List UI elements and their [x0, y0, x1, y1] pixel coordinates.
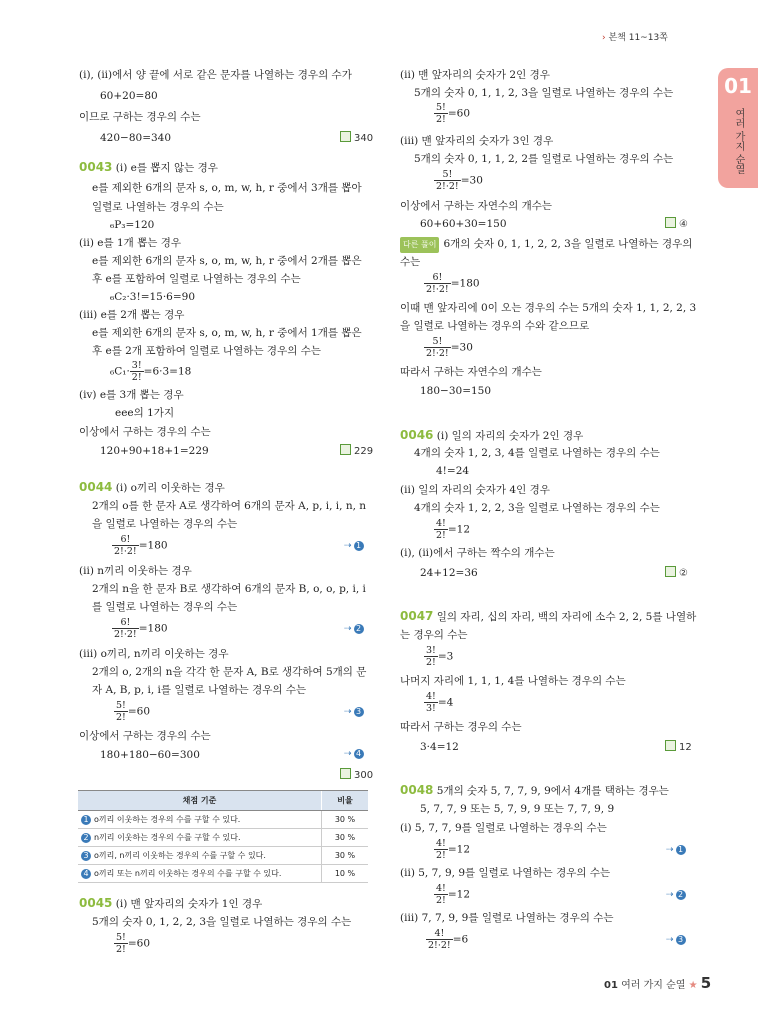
- alt-solution: 다른 풀이 6개의 숫자 0, 1, 1, 2, 2, 3을 일렬로 나열하는 경우의: [400, 237, 692, 253]
- text-line: 일렬로 나열하는 경우의 수는: [92, 201, 224, 213]
- answer-box: 12: [665, 740, 692, 753]
- text-line: 는 경우의 수는: [400, 629, 468, 641]
- equation: $\frac{4!}{2!}$ =12: [436, 518, 471, 541]
- equation: $\frac{6!}{2!\cdot 2!}$ =180: [114, 617, 168, 640]
- equation: $\frac{6!}{2!\cdot 2!}$ =180: [114, 534, 168, 557]
- page-footer: 01 여러 가지 순열 ★ 5: [604, 974, 712, 992]
- equation: $\frac{3!}{2!}$ =3: [426, 645, 454, 668]
- step-marker-3: ⇢ 3: [344, 707, 364, 717]
- text-line: 후 e를 2개 포함하여 일렬로 나열하는 경우의 수는: [92, 345, 321, 357]
- text-line: (iii) e를 2개 뽑는 경우: [79, 309, 185, 321]
- table-row: 1 o끼리 이웃하는 경우의 수를 구할 수 있다. 30 %: [78, 811, 368, 829]
- ratio-header: 비율: [322, 791, 369, 811]
- text-line: (i), (ii)에서 양 끝에 서로 같은 문자를 나열하는 경우의 수가: [79, 69, 352, 81]
- step-marker-2: ⇢ 2: [344, 624, 364, 634]
- equation: 420−80=340: [100, 132, 172, 144]
- equation: ₆C₁· $\frac{3!}{2!}$ =6·3=18: [110, 360, 192, 383]
- text-line: 을 일렬로 나열하는 경우의 수는: [92, 518, 238, 530]
- text-line: 를 일렬로 나열하는 경우의 수는: [92, 601, 238, 613]
- text-line: e를 제외한 6개의 문자 s, o, m, w, h, r 중에서 3개를 뽑아: [92, 182, 362, 194]
- step-marker-2: ⇢ 2: [666, 890, 686, 900]
- table-row: 3 o끼리, n끼리 이웃하는 경우의 수를 구할 수 있다. 30 %: [78, 847, 368, 865]
- equation: ₆C₂·3!=15·6=90: [110, 291, 196, 303]
- text-line: 5, 7, 7, 9 또는 5, 7, 9, 9 또는 7, 7, 9, 9: [420, 803, 615, 815]
- answer-icon: [665, 566, 676, 577]
- answer-icon: [340, 131, 351, 142]
- problem-0043: 0043 (i) e를 뽑지 않는 경우: [79, 160, 218, 174]
- answer-icon: [665, 217, 676, 228]
- answer-icon: [665, 740, 676, 751]
- step-marker-3: ⇢ 3: [666, 935, 686, 945]
- equation: $\frac{4!}{2!\cdot 2!}$ =6: [428, 928, 469, 951]
- equation: $\frac{4!}{2!}$ =12: [436, 838, 471, 861]
- equation: 3·4=12: [420, 741, 459, 753]
- text-line: e를 제외한 6개의 문자 s, o, m, w, h, r 중에서 2개를 뽑은: [92, 255, 362, 267]
- text-line: 4개의 숫자 1, 2, 2, 3을 일렬로 나열하는 경우의 수는: [414, 502, 660, 514]
- answer-icon: [340, 444, 351, 455]
- text-line: 나머지 자리에 1, 1, 1, 4를 나열하는 경우의 수는: [400, 675, 626, 687]
- text-line: 5개의 숫자 0, 1, 1, 2, 2를 일렬로 나열하는 경우의 수는: [414, 153, 674, 165]
- text-line: (ii) 맨 앞자리의 숫자가 2인 경우: [400, 69, 550, 81]
- answer-box: 229: [340, 444, 373, 457]
- answer-box: ④: [665, 217, 688, 230]
- problem-0048: 0048 5개의 숫자 5, 7, 7, 9, 9에서 4개를 택하는 경우는: [400, 783, 669, 797]
- text-line: (iii) 맨 앞자리의 숫자가 3인 경우: [400, 135, 554, 147]
- text-line: (ii) n끼리 이웃하는 경우: [79, 565, 192, 577]
- equation: 60+20=80: [100, 90, 158, 102]
- equation: $\frac{5!}{2!\cdot 2!}$ =30: [426, 336, 473, 359]
- equation: 24+12=36: [420, 567, 478, 579]
- text-line: 2개의 o를 한 문자 A로 생각하여 6개의 문자 A, p, i, i, n, n: [92, 500, 367, 512]
- answer-box: 300: [340, 768, 373, 781]
- problem-0044: 0044 (i) o끼리 이웃하는 경우: [79, 480, 225, 494]
- text-line: 이상에서 구하는 자연수의 개수는: [400, 200, 553, 212]
- text-line: 이므로 구하는 경우의 수는: [79, 111, 201, 123]
- text-line: (ii) 5, 7, 9, 9를 일렬로 나열하는 경우의 수는: [400, 867, 611, 879]
- text-line: (ii) 일의 자리의 숫자가 4인 경우: [400, 484, 550, 496]
- chapter-number: 01: [724, 74, 752, 98]
- text-line: e를 제외한 6개의 문자 s, o, m, w, h, r 중에서 1개를 뽑은: [92, 327, 362, 339]
- equation: 60+60+30=150: [420, 218, 507, 230]
- equation: 120+90+18+1=229: [100, 445, 209, 457]
- equation: $\frac{5!}{2!}$ =60: [116, 700, 151, 723]
- equation: $\frac{4!}{2!}$ =12: [436, 883, 471, 906]
- step-marker-1: ⇢ 1: [666, 845, 686, 855]
- chapter-tab: [718, 68, 758, 188]
- alt-solution-tag: 다른 풀이: [400, 237, 439, 253]
- text-line: 이때 맨 앞자리에 0이 오는 경우의 수는 5개의 숫자 1, 1, 2, 2, 3: [400, 302, 697, 314]
- answer-box: 340: [340, 131, 373, 144]
- text-line: (i), (ii)에서 구하는 짝수의 개수는: [400, 547, 555, 559]
- text-line: (iv) e를 3개 뽑는 경우: [79, 389, 184, 401]
- text-line: eee의 1가지: [115, 407, 175, 419]
- text-line: 2개의 n을 한 문자 B로 생각하여 6개의 문자 B, o, o, p, i, i: [92, 583, 366, 595]
- equation: ₆P₃=120: [110, 219, 155, 231]
- table-row: 4 o끼리 또는 n끼리 이웃하는 경우의 수를 구할 수 있다. 10 %: [78, 865, 368, 883]
- problem-0045: 0045 (i) 맨 앞자리의 숫자가 1인 경우: [79, 896, 263, 910]
- equation: $\frac{5!}{2!}$ =60: [116, 932, 151, 955]
- answer-icon: [340, 768, 351, 779]
- text-line: (ii) e를 1개 뽑는 경우: [79, 237, 182, 249]
- text-line: 5개의 숫자 0, 1, 1, 2, 3을 일렬로 나열하는 경우의 수는: [414, 87, 674, 99]
- text-line: (iii) o끼리, n끼리 이웃하는 경우: [79, 648, 229, 660]
- equation: 180−30=150: [420, 385, 492, 397]
- problem-0047: 0047 일의 자리, 십의 자리, 백의 자리에 소수 2, 2, 5를 나열하: [400, 609, 697, 623]
- equation: 4!=24: [436, 465, 470, 477]
- page-reference: › 본책 11~13쪽: [602, 33, 668, 43]
- problem-0046: 0046 (i) 일의 자리의 숫자가 2인 경우: [400, 428, 584, 442]
- step-marker-4: ⇢ 4: [344, 749, 364, 759]
- text-line: 이상에서 구하는 경우의 수는: [79, 730, 211, 742]
- chapter-title: 여러 가지 순열: [733, 108, 744, 175]
- text-line: 을 일렬로 나열하는 경우의 수와 같으므로: [400, 320, 590, 332]
- equation: 180+180−60=300: [100, 749, 200, 761]
- grading-criteria-table: [78, 790, 368, 883]
- text-line: 2개의 o, 2개의 n을 각각 한 문자 A, B로 생각하여 5개의 문: [92, 666, 367, 678]
- text-line: 후 e를 포함하여 일렬로 나열하는 경우의 수는: [92, 273, 301, 285]
- page-number: 5: [700, 974, 712, 992]
- step-marker-1: ⇢ 1: [344, 541, 364, 551]
- text-line: 따라서 구하는 자연수의 개수는: [400, 366, 542, 378]
- text-line: 이상에서 구하는 경우의 수는: [79, 426, 211, 438]
- text-line: (iii) 7, 7, 9, 9를 일렬로 나열하는 경우의 수는: [400, 912, 614, 924]
- text-line: 5개의 숫자 0, 1, 2, 2, 3을 일렬로 나열하는 경우의 수는: [92, 916, 352, 928]
- equation: $\frac{4!}{3!}$ =4: [426, 691, 454, 714]
- equation: $\frac{6!}{2!\cdot 2!}$ =180: [426, 272, 480, 295]
- text-line: 4개의 숫자 1, 2, 3, 4를 일렬로 나열하는 경우의 수는: [414, 447, 660, 459]
- equation: $\frac{5!}{2!}$ =60: [436, 102, 471, 125]
- criteria-header: 채점 기준: [78, 791, 322, 811]
- text-line: 수는: [400, 256, 421, 268]
- text-line: 따라서 구하는 경우의 수는: [400, 721, 522, 733]
- text-line: (i) 5, 7, 7, 9를 일렬로 나열하는 경우의 수는: [400, 822, 607, 834]
- text-line: 자 A, B, p, i, i를 일렬로 나열하는 경우의 수는: [92, 684, 307, 696]
- answer-box: ②: [665, 566, 688, 579]
- equation: $\frac{5!}{2!\cdot 2!}$ =30: [436, 169, 483, 192]
- table-row: 2 n끼리 이웃하는 경우의 수를 구할 수 있다. 30 %: [78, 829, 368, 847]
